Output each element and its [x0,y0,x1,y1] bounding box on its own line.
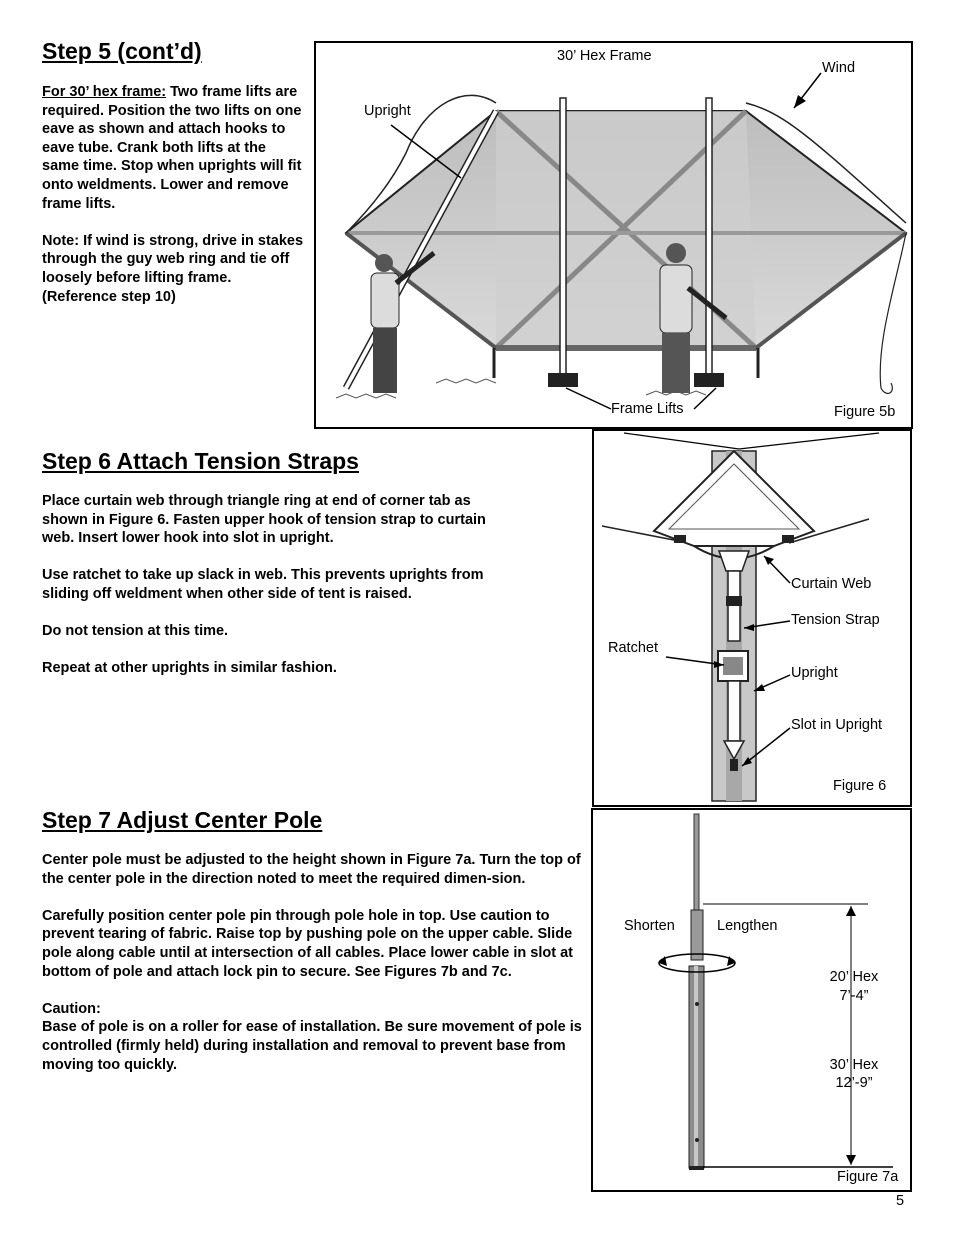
step5-intro-label: For 30’ hex frame: [42,84,167,100]
fig5b-caption: Figure 5b [834,404,896,420]
step7-para-2: Carefully position center pole pin through pole hole in top. Use caution to prevent tearing of fabric. Raise top by pushing pole on the upper cable. Slide pole along cable until at intersection of all cables. Place lower cable in slot at bottom of pole and attach lock pin to secure. See Figures 7b and 7c. [42,907,574,980]
step6-heading: Step 6 Attach Tension Straps [42,448,359,474]
step7-caution-label: Caution: [42,1000,101,1017]
fig6-tension-strap-label: Tension Strap [791,612,880,628]
fig5b-upright-label: Upright [364,103,411,119]
step6-para-2: Use ratchet to take up slack in web. This prevents uprights from sliding off weldment when other side of tent is raised. [42,567,484,602]
step5-intro-text: Two frame lifts are required. Position the two lifts on one eave as shown and attach hooks to eave tube. Crank both lifts at the same time. Stop when uprights will fit onto weldments. Lower and remove frame lifts. [42,84,302,212]
fig7a-hex20-dim: 7’-4” [839,988,869,1004]
fig7a-shorten-label: Shorten [624,918,675,934]
fig7a-hex30-name: 30’ Hex [829,1057,879,1073]
step7-caution [42,1000,582,1074]
step7-para-1: Center pole must be adjusted to the height shown in Figure 7a. Turn the top of the center pole in the direction noted to meet the required dimen-sion. [42,852,581,887]
step5-body [42,83,304,306]
step6-para-1: Place curtain web through triangle ring at end of corner tab as shown in Figure 6. Fasten upper hook of tension strap to curtain web. Insert lower hook into slot in upright. [42,493,486,547]
fig6-caption: Figure 6 [833,778,887,794]
fig7a-lengthen-label: Lengthen [717,918,778,934]
page-number: 5 [896,1193,905,1209]
figure-6 [592,429,912,807]
step5-heading: Step 5 (cont’d) [42,38,202,64]
step5-intro [42,83,304,213]
step7-caution-text: Base of pole is on a roller for ease of installation. Be sure movement of pole is controlled (firmly held) during installation and removal to prevent base from moving too quickly. [42,1019,582,1073]
fig6-upright-label: Upright [791,665,838,681]
fig6-ratchet-label: Ratchet [608,640,658,656]
hex-frame-illustration [316,43,913,429]
step7-heading: Step 7 Adjust Center Pole [42,807,323,833]
step6-para-4: Repeat at other uprights in similar fashion. [42,660,337,677]
fig6-curtain-web-label: Curtain Web [791,576,872,592]
fig5b-wind-label: Wind [822,60,856,76]
fig7a-hex30-dim: 12’-9” [835,1075,873,1091]
step7-body [42,851,582,1074]
step6-para-3: Do not tension at this time. [42,623,229,640]
step5-note: Note: If wind is strong, drive in stakes through the guy web ring and tie off loosely before lifting frame. (Reference step 10) [42,232,304,305]
fig7a-hex20-name: 20’ Hex [829,969,879,985]
fig5b-title: 30’ Hex Frame [557,48,652,64]
step6-body [42,492,512,678]
fig5b-frame-lifts-label: Frame Lifts [611,401,684,417]
fig7a-caption: Figure 7a [837,1169,899,1185]
fig6-slot-label: Slot in Upright [791,717,883,733]
figure-7a [591,808,912,1192]
figure-5b [314,41,913,429]
